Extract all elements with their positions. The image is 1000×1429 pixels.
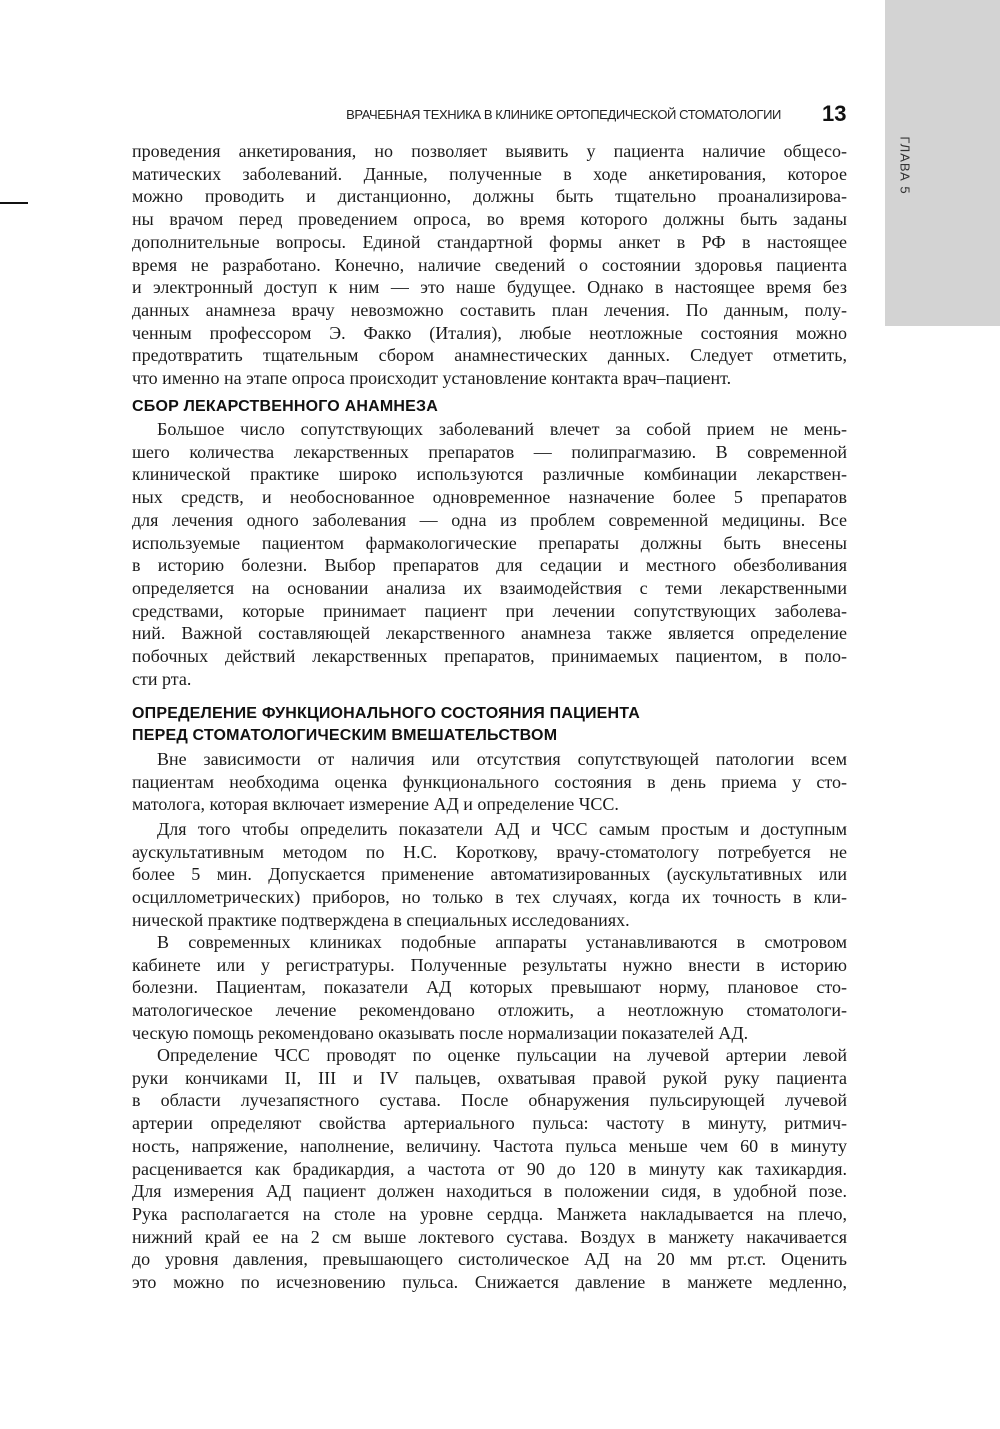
paragraph-line: проведения анкетирования, но позволяет выявить у пациента наличие общесо- bbox=[132, 141, 847, 161]
paragraph-line: и электронный доступ к ним — это наше будущее. Однако в настоящее время без bbox=[132, 277, 847, 298]
paragraph-line: предотвратить тщательным сбором анамнестических данных. Следует отметить, bbox=[132, 345, 847, 366]
paragraph-line: матологическое лечение рекомендовано отложить, а неотложную стоматологи- bbox=[132, 1000, 847, 1021]
paragraph-line: нической практике подтверждена в специальных исследованиях. bbox=[132, 909, 630, 930]
paragraph-line: осциллометрических) приборов, но только в тех случаях, когда их точность в кли- bbox=[132, 887, 847, 908]
paragraph-line: руки кончиками II, III и IV пальцев, охватывая правой рукой руку пациента bbox=[132, 1067, 847, 1088]
paragraph-line: ных средств, и необоснованное одновременное назначение более 5 препаратов bbox=[132, 487, 847, 508]
section-heading: ОПРЕДЕЛЕНИЕ ФУНКЦИОНАЛЬНОГО СОСТОЯНИЯ ПАЦИЕНТА bbox=[132, 705, 641, 722]
running-title: ВРАЧЕБНАЯ ТЕХНИКА В КЛИНИКЕ ОРТОПЕДИЧЕСКОЙ СТОМАТОЛОГИИ bbox=[346, 107, 781, 122]
paragraph-line: Вне зависимости от наличия или отсутствия сопутствующей патологии всем bbox=[157, 749, 847, 769]
paragraph-line: матических заболеваний. Данные, полученные в ходе анкетирования, которое bbox=[132, 163, 847, 184]
paragraph-line: Большое число сопутствующих заболеваний влечет за собой прием не мень- bbox=[157, 419, 847, 439]
paragraph-line: кабинете или у регистратуры. Полученные результаты нужно внести в историю bbox=[132, 954, 847, 975]
paragraph-line: дополнительные вопросы. Единой стандартной формы анкет в РФ в настоящее bbox=[132, 231, 847, 252]
paragraph-line: определяется на основании анализа их взаимодействия с теми лекарственными bbox=[132, 577, 847, 598]
paragraph-line: в области лучезапястного сустава. После обнаружения пульсирующей лучевой bbox=[132, 1090, 847, 1111]
paragraph-line: Рука располагается на столе на уровне сердца. Манжета накладывается на плечо, bbox=[132, 1203, 847, 1224]
paragraph-line: нижний край ее на 2 см выше локтевого сустава. Воздух в манжету накачивается bbox=[132, 1226, 847, 1247]
paragraph-line: болезни. Пациентам, показатели АД которых превышают норму, плановое сто- bbox=[132, 977, 847, 998]
section-heading: ПЕРЕД СТОМАТОЛОГИЧЕСКИМ ВМЕШАТЕЛЬСТВОМ bbox=[132, 727, 558, 744]
paragraph-line: используемые пациентом фармакологические препараты должны быть внесены bbox=[132, 532, 847, 553]
paragraph-line: ний. Важной составляющей лекарственного анамнеза также является определение bbox=[132, 623, 847, 644]
paragraph-line: ность, напряжение, наполнение, величину. Частота пульса меньше чем 60 в минуту bbox=[132, 1135, 847, 1156]
paragraph-line: расценивается как брадикардия, а частота от 90 до 120 в минуту как тахикардия. bbox=[132, 1158, 847, 1179]
paragraph-line: в историю болезни. Выбор препаратов для седации и местного обезболивания bbox=[132, 555, 847, 576]
paragraph-line: до уровня давления, превышающего систолическое АД на 20 мм рт.ст. Оценить bbox=[132, 1249, 847, 1270]
paragraph-line: побочных действий лекарственных препаратов, принимаемых пациентом, в поло- bbox=[132, 646, 847, 666]
paragraph-line: Для измерения АД пациент должен находиться в положении сидя, в удобной позе. bbox=[132, 1181, 847, 1202]
paragraph-line: можно проводить и дистанционно, должны быть тщательно проанализирова- bbox=[132, 186, 847, 207]
paragraph-line: артерии определяют свойства артериального пульса: частоту в минуту, ритмич- bbox=[132, 1113, 847, 1134]
paragraph-line: ченным профессором Э. Факко (Италия), любые неотложные состояния можно bbox=[132, 322, 847, 343]
paragraph-line: сти рта. bbox=[132, 668, 192, 689]
paragraph-line: клинической практике широко используются различные комбинации лекарствен- bbox=[132, 464, 847, 485]
paragraph-line: Для того чтобы определить показатели АД и ЧСС самым простым и доступным bbox=[157, 819, 847, 839]
chapter-tab-label: ГЛАВА 5 bbox=[897, 136, 913, 195]
paragraph-line: для лечения одного заболевания — одна из проблем современной медицины. Все bbox=[132, 509, 847, 530]
paragraph-line: В современных клиниках подобные аппараты устанавливаются в смотровом bbox=[157, 932, 847, 952]
paragraph-line: аускультативным методом по Н.С. Короткову, врачу-стоматологу потребуется не bbox=[132, 841, 847, 862]
section-heading: СБОР ЛЕКАРСТВЕННОГО АНАМНЕЗА bbox=[132, 398, 438, 415]
paragraph-line: матолога, которая включает измерение АД и определение ЧСС. bbox=[132, 794, 619, 815]
paragraph-line: пациентам необходима оценка функционального состояния в день приема у сто- bbox=[132, 771, 847, 792]
paragraph-line: время не разработано. Конечно, наличие сведений о состоянии здоровья пациента bbox=[132, 254, 847, 275]
paragraph-line: более 5 мин. Допускается применение автоматизированных (аускультативных или bbox=[132, 864, 847, 885]
paragraph-line: ческую помощь рекомендовано оказывать после нормализации показателей АД. bbox=[132, 1022, 749, 1043]
paragraph-line: Определение ЧСС проводят по оценке пульсации на лучевой артерии левой bbox=[157, 1045, 847, 1065]
paragraph-line: это можно по исчезновению пульса. Снижается давление в манжете медленно, bbox=[132, 1272, 847, 1292]
paragraph-line: что именно на этапе опроса происходит установление контакта врач–пациент. bbox=[132, 368, 732, 388]
page-number: 13 bbox=[822, 101, 847, 126]
paragraph-line: ны врачом перед проведением опроса, во время которого должны быть заданы bbox=[132, 209, 847, 230]
paragraph-line: средствами, которые принимает пациент при лечении сопутствующих заболева- bbox=[132, 600, 847, 621]
margin-mark bbox=[0, 202, 28, 204]
paragraph-line: шего количества лекарственных препаратов — полипрагмазию. В современной bbox=[132, 441, 847, 462]
paragraph-line: данных анамнеза врачу невозможно составить план лечения. По данным, полу- bbox=[132, 299, 847, 320]
